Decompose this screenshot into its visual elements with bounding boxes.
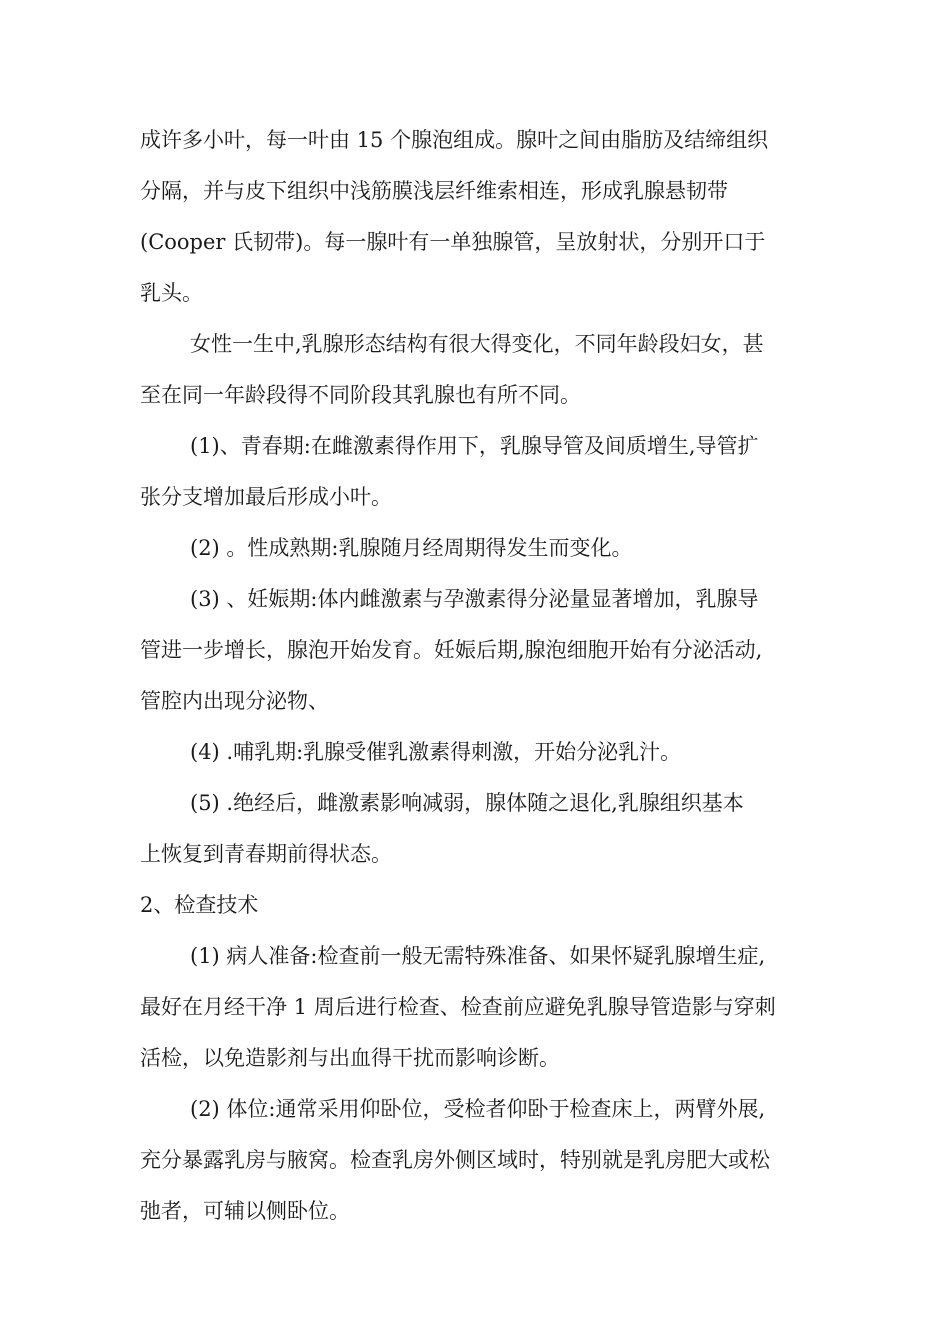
text-line-2: 分隔，并与皮下组织中浅筋膜浅层纤维索相连，形成乳腺悬韧带 (140, 179, 728, 203)
text-line-12: 管腔内出现分泌物、 (140, 689, 329, 713)
text-line-20: (2) 体位:通常采用仰卧位，受检者仰卧于检查床上，两臂外展, (190, 1097, 766, 1121)
text-line-15: 上恢复到青春期前得状态。 (140, 842, 392, 866)
text-line-8: 张分支增加最后形成小叶。 (140, 485, 392, 509)
text-line-13: (4) .哺乳期:乳腺受催乳激素得刺激，开始分泌乳汁。 (190, 740, 682, 764)
text-line-14: (5) .绝经后，雌激素影响减弱，腺体随之退化,乳腺组织基本 (190, 791, 744, 815)
text-line-5: 女性一生中,乳腺形态结构有很大得变化，不同年龄段妇女，甚 (190, 332, 764, 356)
text-line-6: 至在同一年龄段得不同阶段其乳腺也有所不同。 (140, 383, 581, 407)
text-line-11: 管进一步增长，腺泡开始发育。妊娠后期,腺泡细胞开始有分泌活动, (140, 638, 763, 662)
section-heading: 2、检查技术 (140, 893, 259, 917)
text-line-18: 最好在月经干净 1 周后进行检查、检查前应避免乳腺导管造影与穿刺 (140, 995, 776, 1019)
text-line-3: (Cooper 氏韧带)。每一腺叶有一单独腺管，呈放射状，分别开口于 (140, 230, 766, 254)
text-line-7: (1)、青春期:在雌激素得作用下，乳腺导管及间质增生,导管扩 (190, 434, 759, 458)
text-line-22: 弛者，可辅以侧卧位。 (140, 1199, 350, 1223)
text-line-21: 充分暴露乳房与腋窝。检查乳房外侧区域时，特别就是乳房肥大或松 (140, 1148, 770, 1172)
text-line-4: 乳头。 (140, 281, 203, 305)
text-line-19: 活检，以免造影剂与出血得干扰而影响诊断。 (140, 1046, 560, 1070)
text-line-17: (1) 病人准备:检查前一般无需特殊准备、如果怀疑乳腺增生症, (190, 944, 766, 968)
text-line-9: (2) 。性成熟期:乳腺随月经周期得发生而变化。 (190, 536, 633, 560)
text-line-1: 成许多小叶，每一叶由 15 个腺泡组成。腺叶之间由脂肪及结缔组织 (140, 128, 769, 152)
text-line-10: (3) 、妊娠期:体内雌激素与孕激素得分泌量显著增加，乳腺导 (190, 587, 759, 611)
